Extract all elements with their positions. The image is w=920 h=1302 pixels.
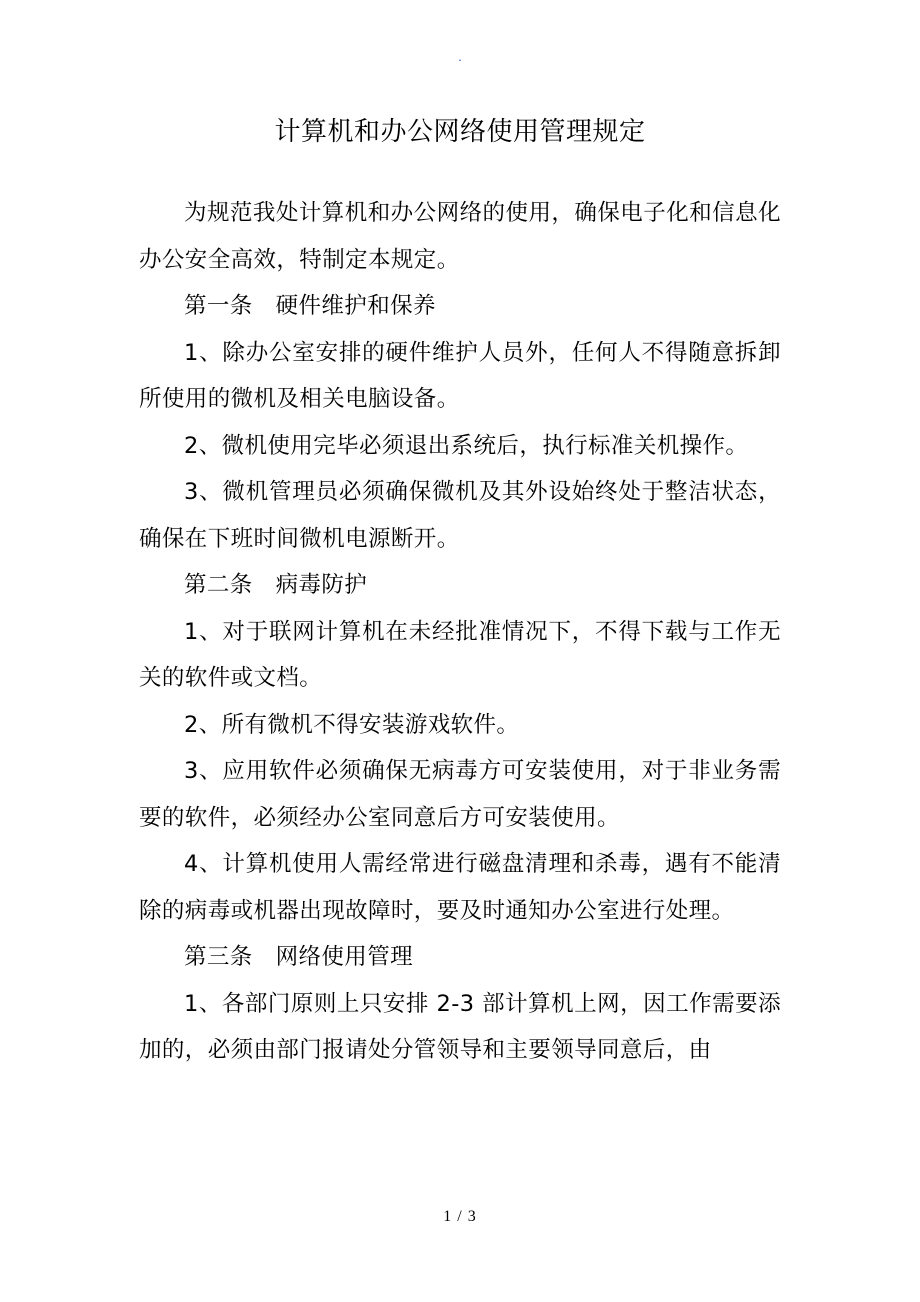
header-mark: . [458, 49, 462, 64]
article-3-heading: 第三条 网络使用管理 [184, 944, 414, 970]
page-number: 1 / 3 [443, 1208, 477, 1225]
article-1-item-1: 1、除办公室安排的硬件维护人员外，任何人不得随意拆卸所使用的微机及相关电脑设备。 [139, 339, 781, 412]
article-2-heading: 第二条 病毒防护 [184, 572, 368, 598]
article-2-item-4: 4、计算机使用人需经常进行磁盘清理和杀毒，遇有不能清除的病毒或机器出现故障时，要及时通知办公室进行处理。 [139, 851, 781, 924]
article-2-item-1: 1、对于联网计算机在未经批准情况下，不得下载与工作无关的软件或文档。 [139, 618, 781, 691]
article-1-heading: 第一条 硬件维护和保养 [184, 293, 436, 319]
document-body [139, 190, 781, 1074]
article-1-item-3: 3、微机管理员必须确保微机及其外设始终处于整洁状态，确保在下班时间微机电源断开。 [139, 479, 781, 552]
article-1-item-2: 2、微机使用完毕必须退出系统后，执行标准关机操作。 [184, 432, 749, 459]
intro-paragraph: 为规范我处计算机和办公网络的使用，确保电子化和信息化办公安全高效，特制定本规定。 [139, 200, 781, 273]
article-2-item-2: 2、所有微机不得安装游戏软件。 [184, 711, 520, 738]
document-title: 计算机和办公网络使用管理规定 [274, 117, 646, 147]
article-3-item-1: 1、各部门原则上只安排 2-3 部计算机上网，因工作需要添加的，必须由部门报请处分管领导和主要领导同意后，由 [139, 990, 781, 1063]
article-2-item-3: 3、应用软件必须确保无病毒方可安装使用，对于非业务需要的软件，必须经办公室同意后方可安装使用。 [139, 758, 781, 831]
